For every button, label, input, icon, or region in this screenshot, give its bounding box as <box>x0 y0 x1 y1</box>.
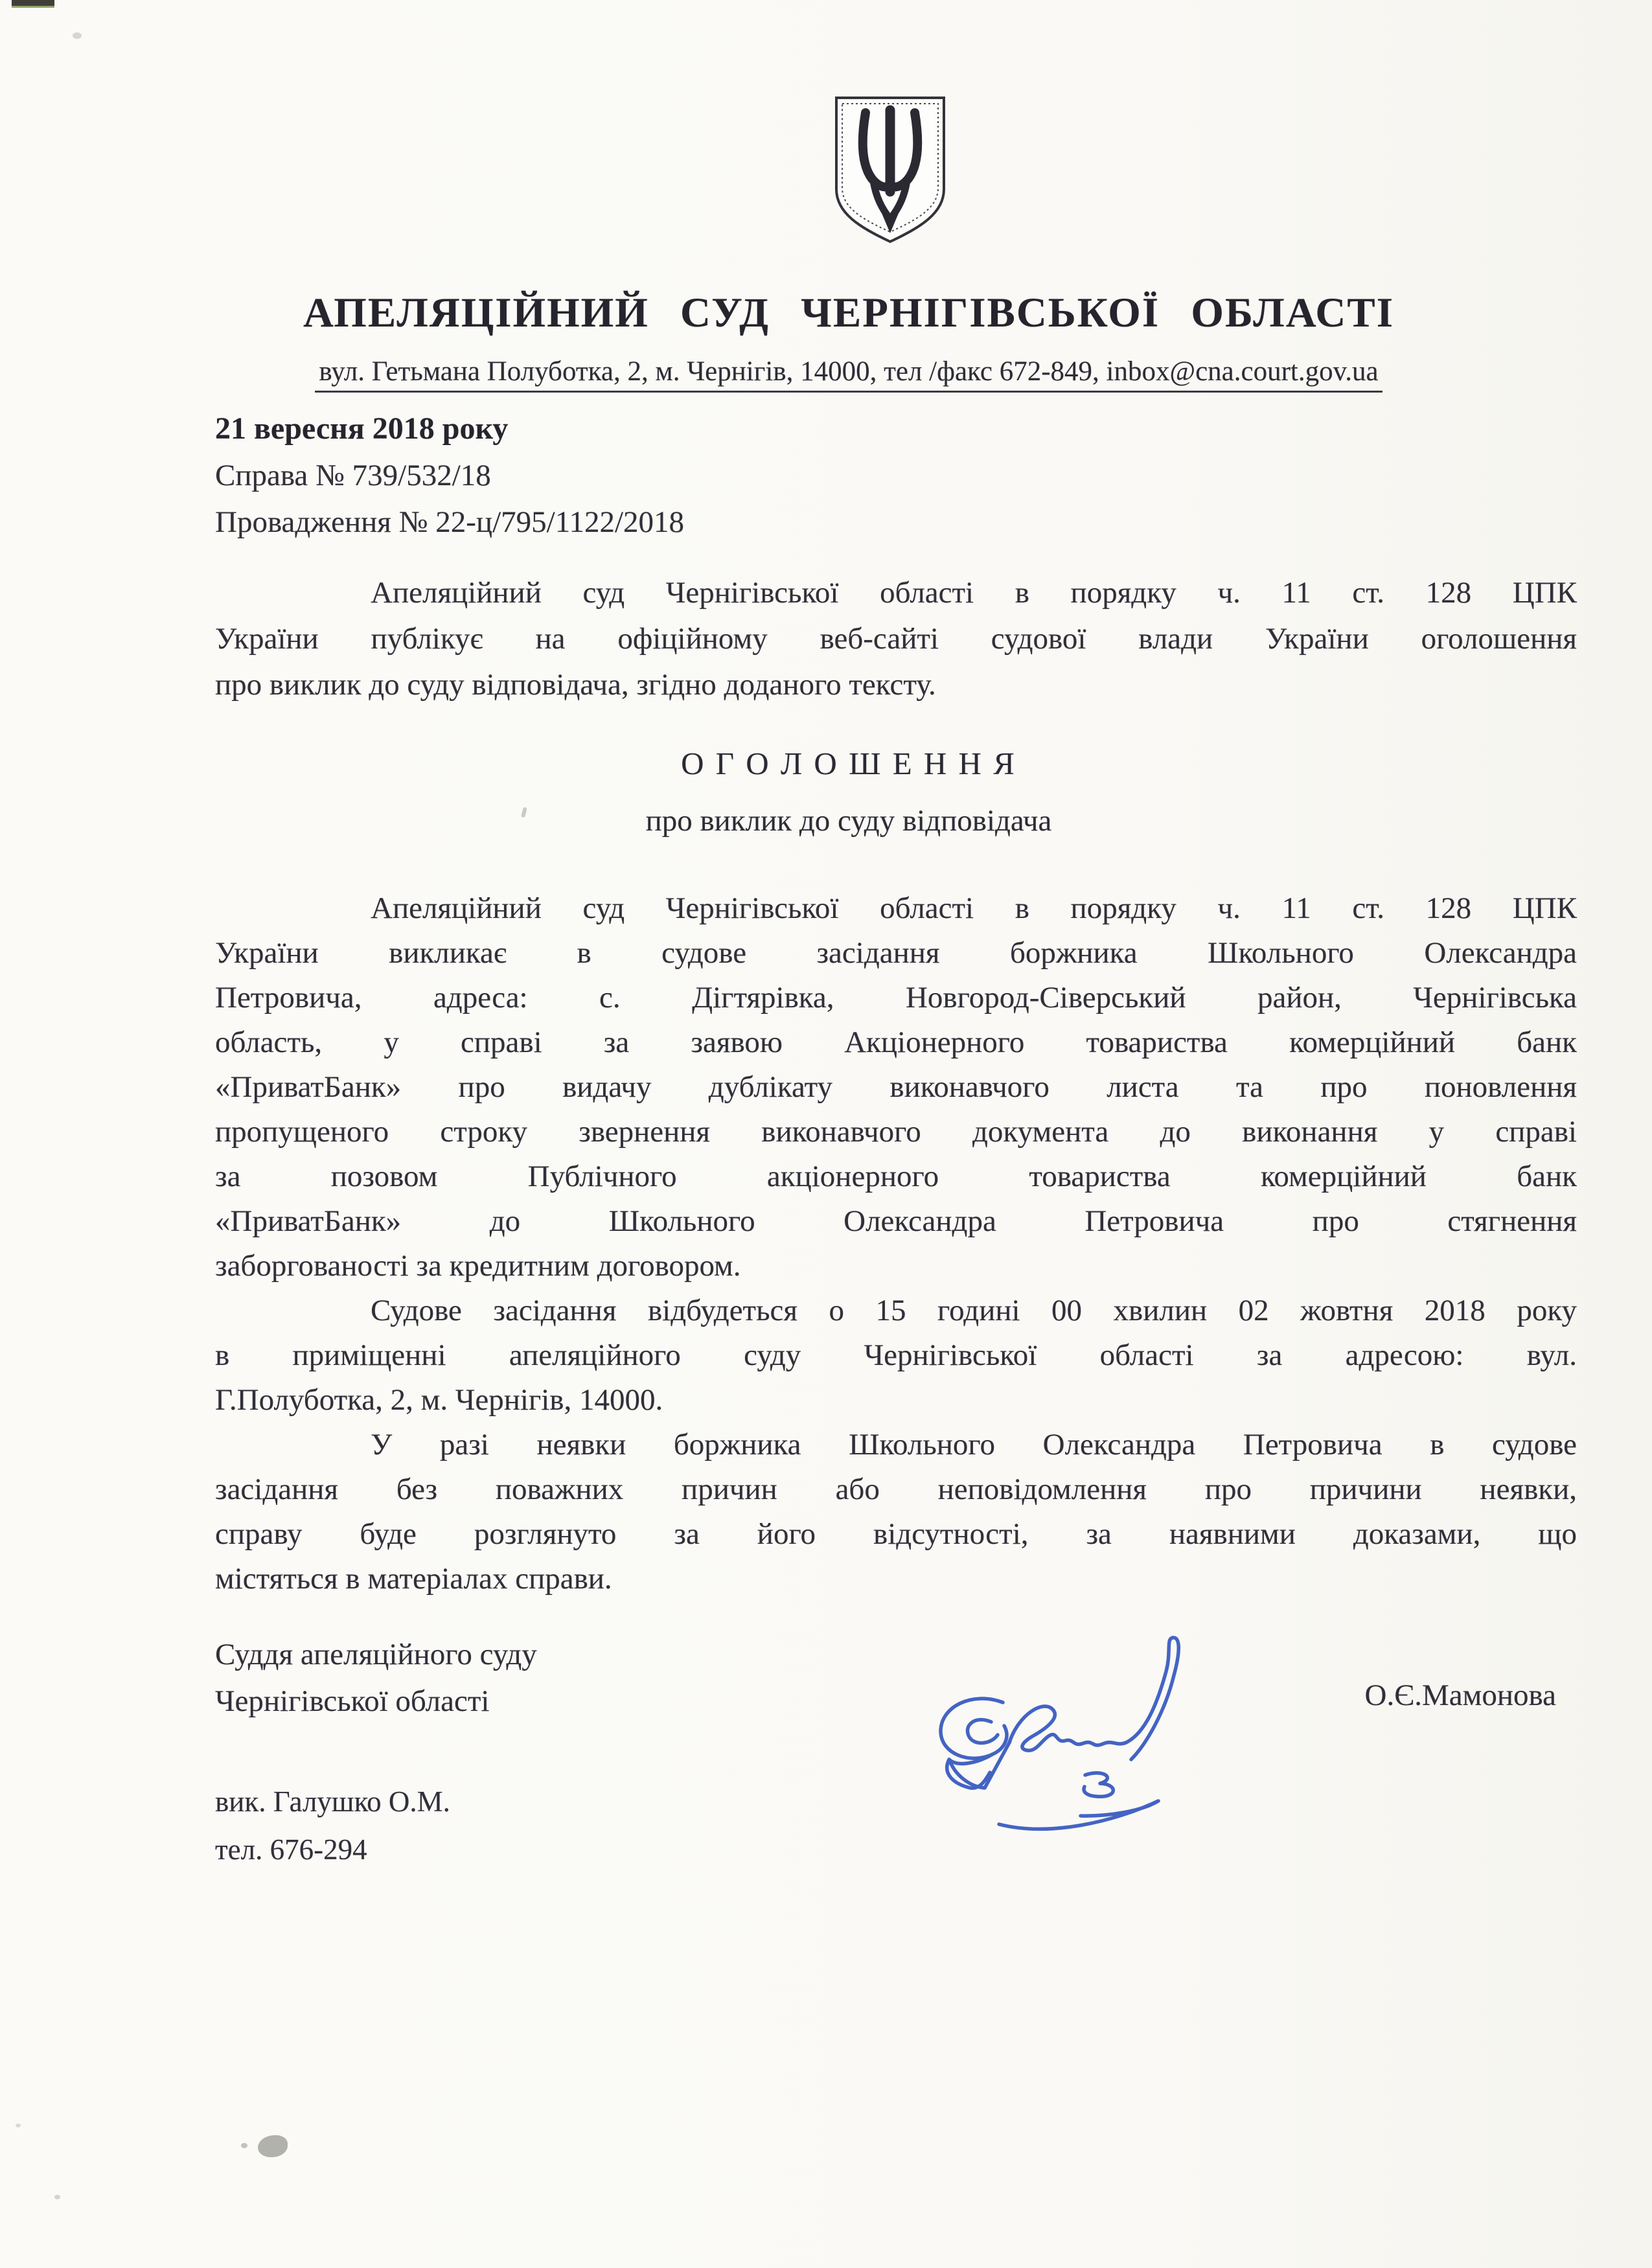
judge-title-line: Суддя апеляційного суду <box>215 1638 537 1671</box>
judge-signature-ink <box>894 1587 1218 1911</box>
executor-phone: тел. 676-294 <box>215 1833 367 1866</box>
scan-artifact-smudge <box>258 2135 288 2157</box>
scan-artifact-top-bar <box>12 0 54 8</box>
body-line: України викликає в судове засідання боржника Школьного Олександра <box>215 936 1577 970</box>
body-line: в приміщенні апеляційного суду Чернігівської області за адресою: вул. <box>215 1338 1577 1372</box>
case-number: Справа № 739/532/18 <box>215 459 491 492</box>
scan-artifact-smudge-dot <box>241 2143 247 2148</box>
body-line: «ПриватБанк» про видачу дублікату виконавчого листа та про поновлення <box>215 1070 1577 1104</box>
judge-title-line: Чернігівської області <box>215 1684 490 1718</box>
executor-name: вик. Галушко О.М. <box>215 1785 450 1818</box>
intro-line: про виклик до суду відповідача, згідно доданого тексту. <box>215 668 936 702</box>
body-line: У разі неявки боржника Школьного Олександра Петровича в судове <box>371 1428 1577 1461</box>
proceeding-number: Провадження № 22-ц/795/1122/2018 <box>215 505 685 539</box>
body-line: Г.Полуботка, 2, м. Чернігів, 14000. <box>215 1383 663 1417</box>
intro-paragraph <box>215 570 1577 708</box>
body-line: містяться в матеріалах справи. <box>215 1562 612 1596</box>
body-line: заборгованості за кредитним договором. <box>215 1249 741 1283</box>
announcement-body <box>215 886 1577 1601</box>
body-line: засідання без поважних причин або неповідомлення про причини неявки, <box>215 1472 1577 1506</box>
court-address-line <box>168 356 1529 393</box>
announcement-heading: О Г О Л О Ш Е Н Н Я <box>681 746 1016 781</box>
judge-name: О.Є.Мамонова <box>1364 1678 1556 1712</box>
ukraine-trident-emblem-icon <box>833 95 947 245</box>
court-title: АПЕЛЯЦІЙНИЙ СУД ЧЕРНІГІВСЬКОЇ ОБЛАСТІ <box>303 290 1395 336</box>
body-line: область, у справі за заявою Акціонерного товариства комерційний банк <box>215 1025 1577 1059</box>
intro-line: Апеляційний суд Чернігівської області в порядку ч. 11 ст. 128 ЦПК <box>371 576 1577 610</box>
executor-block <box>215 1778 798 1873</box>
document-date: 21 вересня 2018 року <box>215 411 509 446</box>
scan-artifact-dot <box>73 32 82 39</box>
court-address-text: вул. Гетьмана Полуботка, 2, м. Чернігів, 14000, тел /факс 672-849, inbox@cna.court.gov.ua <box>315 356 1382 393</box>
body-line: справу буде розглянуто за його відсутності, за наявними доказами, що <box>215 1517 1577 1551</box>
judge-title-block <box>215 1631 798 1724</box>
body-line: за позовом Публічного акціонерного товариства комерційний банк <box>215 1160 1577 1193</box>
body-line: Судове засідання відбудеться о 15 годині 00 хвилин 02 жовтня 2018 року <box>371 1294 1577 1327</box>
announcement-subheading: про виклик до суду відповідача <box>645 804 1052 838</box>
case-header-block <box>215 406 1577 545</box>
body-line: «ПриватБанк» до Школьного Олександра Петровича про стягнення <box>215 1204 1577 1238</box>
body-line: Апеляційний суд Чернігівської області в порядку ч. 11 ст. 128 ЦПК <box>371 891 1577 925</box>
intro-line: України публікує на офіційному веб-сайті судової влади України оголошення <box>215 622 1577 656</box>
body-line: пропущеного строку звернення виконавчого документа до виконання у справі <box>215 1115 1577 1149</box>
scan-artifact-fleck <box>54 2195 60 2199</box>
scan-artifact-fleck <box>16 2124 21 2127</box>
body-line: Петровича, адреса: с. Дігтярівка, Новгород-Сіверський район, Чернігівська <box>215 981 1577 1014</box>
